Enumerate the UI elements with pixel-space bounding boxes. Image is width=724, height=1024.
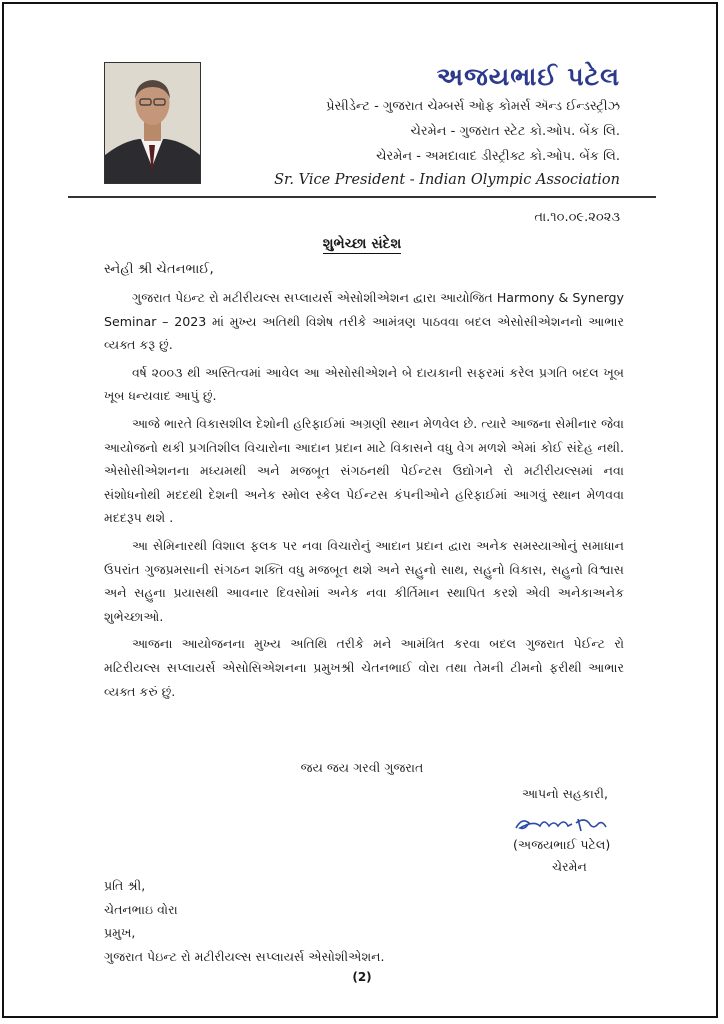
header-divider [68, 196, 656, 198]
recipient-organization: ગુજરાત પેઇન્ટ રો મટીરીયલ્સ સપ્લાયર્સ એસોશીએશન. [104, 948, 385, 964]
letterhead-english-role: Sr. Vice President - Indian Olympic Association [274, 172, 620, 188]
body-paragraph: ગુજરાત પેઇન્ટ રો મટીરીયલ્સ સપ્લાયર્સ એસોશીએશન દ્વારા આયોજિત Harmony & Synergy Seminar – 2023 માં મુખ્ય અતિથી વિશેષ તરીકે આમંત્રણ પાઠવવા બદલ એસોસીએશનનો આભાર વ્યક્ત કરૂ છું. [104, 290, 624, 353]
recipient-name: ચેતનભાઇ વોરા [104, 901, 178, 917]
body-paragraph: આજે ભારતે વિકાસશીલ દેશોની હરિફાઈમાં અગ્રણી સ્થાન મેળવેલ છે. ત્યારે આજના સેમીનાર જેવા આયોજનો થકી પ્રગતિશીલ વિચારોના આદાન પ્રદાન માટે વિકાસને વધુ વેગ મળશે એમાં કોઈ સંદેહ નથી. એસોસીએશનના મધ્યમથી અને મજબૂત સંગઠનથી પેઈન્ટસ ઉદ્યોગને રો મટીરીયલ્સમાં નવા સંશોધનોથી મદદથી દેશની અનેક સ્મોલ સ્કેલ પેઈન્ટસ કંપનીઓને હરિફાઈમાં આગવું સ્થાન મેળવવા મદદરૂપ થશે . [104, 415, 624, 526]
signatory-title: ચેરમેન [552, 859, 587, 874]
salutation: સ્નેહી શ્રી ચેતનભાઈ, [104, 262, 214, 277]
letter-title [0, 236, 724, 252]
recipient-designation: પ્રમુખ, [104, 925, 136, 940]
body-paragraph: આજના આયોજનના મુખ્ય અતિથિ તરીકે મને આમંત્રિત કરવા બદલ ગુજરાત પેઈન્ટ રો મટિરીયલ્સ સપ્લાયર્સ એસોસિએશનના પ્રમુખશ્રી ચેતનભાઈ વોરા તથા તેમની ટીમનો ફરીથી આભાર વ્યક્ત કરું છું. [104, 636, 624, 699]
letter-title-text: શુભેચ્છા સંદેશ [322, 236, 402, 252]
body-paragraph: વર્ષ ૨૦૦૩ થી અસ્તિત્વમાં આવેલ આ એસોસીએશને બે દાયકાની સફરમાં કરેલ પ્રગતિ બદલ ખૂબ ખૂબ ધન્યવાદ આપું છું. [104, 364, 624, 404]
slogan-line: જય જય ગરવી ગુજરાત [300, 760, 424, 775]
portrait-photo [104, 62, 201, 184]
letterhead-role-3: ચેરમેન - અમદાવાદ ડીસ્ટ્રીક્ટ કો.ઓપ. બેંક લિ. [376, 149, 620, 164]
letterhead-role-1: પ્રેસીડેન્ટ - ગુજરાત ચેમ્બર્સ ઓફ કોમર્સ ઍન્ડ ઈન્ડસ્ટ્રીઝ [326, 99, 620, 114]
letter-date: તા.૧૦.૦૯.૨૦૨૩ [534, 210, 620, 225]
closing-line: આપનો સહકારી, [522, 786, 608, 801]
signatory-name: (અજયભાઈ પટેલ) [513, 837, 611, 852]
handwritten-signature [512, 808, 616, 838]
letterhead-role-2: ચેરમેન - ગુજરાત સ્ટેટ કો.ઓપ. બેંક લિ. [410, 124, 620, 139]
recipient-block [104, 874, 385, 968]
body-paragraph: આ સેમિનારથી વિશાલ ફલક પર નવા વિચારોનું આદાન પ્રદાન દ્વારા અનેક સમસ્યાઓનું સમાધાન ઉપરાંત ગુજપ્રમસાની સંગઠન શક્તિ વધુ મજબૂત થશે અને સહુનો સાથ, સહુનો વિકાસ, સહુનો વિશ્વાસ અને સહુના પ્રયાસથી આવનાર દિવસોમાં અનેક નવા કીર્તિમાન સ્થાપિત કરશે એવી અનેકાઅનેક શુભેચ્છાઓ. [104, 537, 624, 624]
letterhead-name: અજયભાઈ પટેલ [436, 62, 620, 91]
recipient-prefix: પ્રતિ શ્રી, [104, 878, 146, 893]
page-number: (2) [352, 970, 372, 984]
letter-body [104, 286, 624, 707]
